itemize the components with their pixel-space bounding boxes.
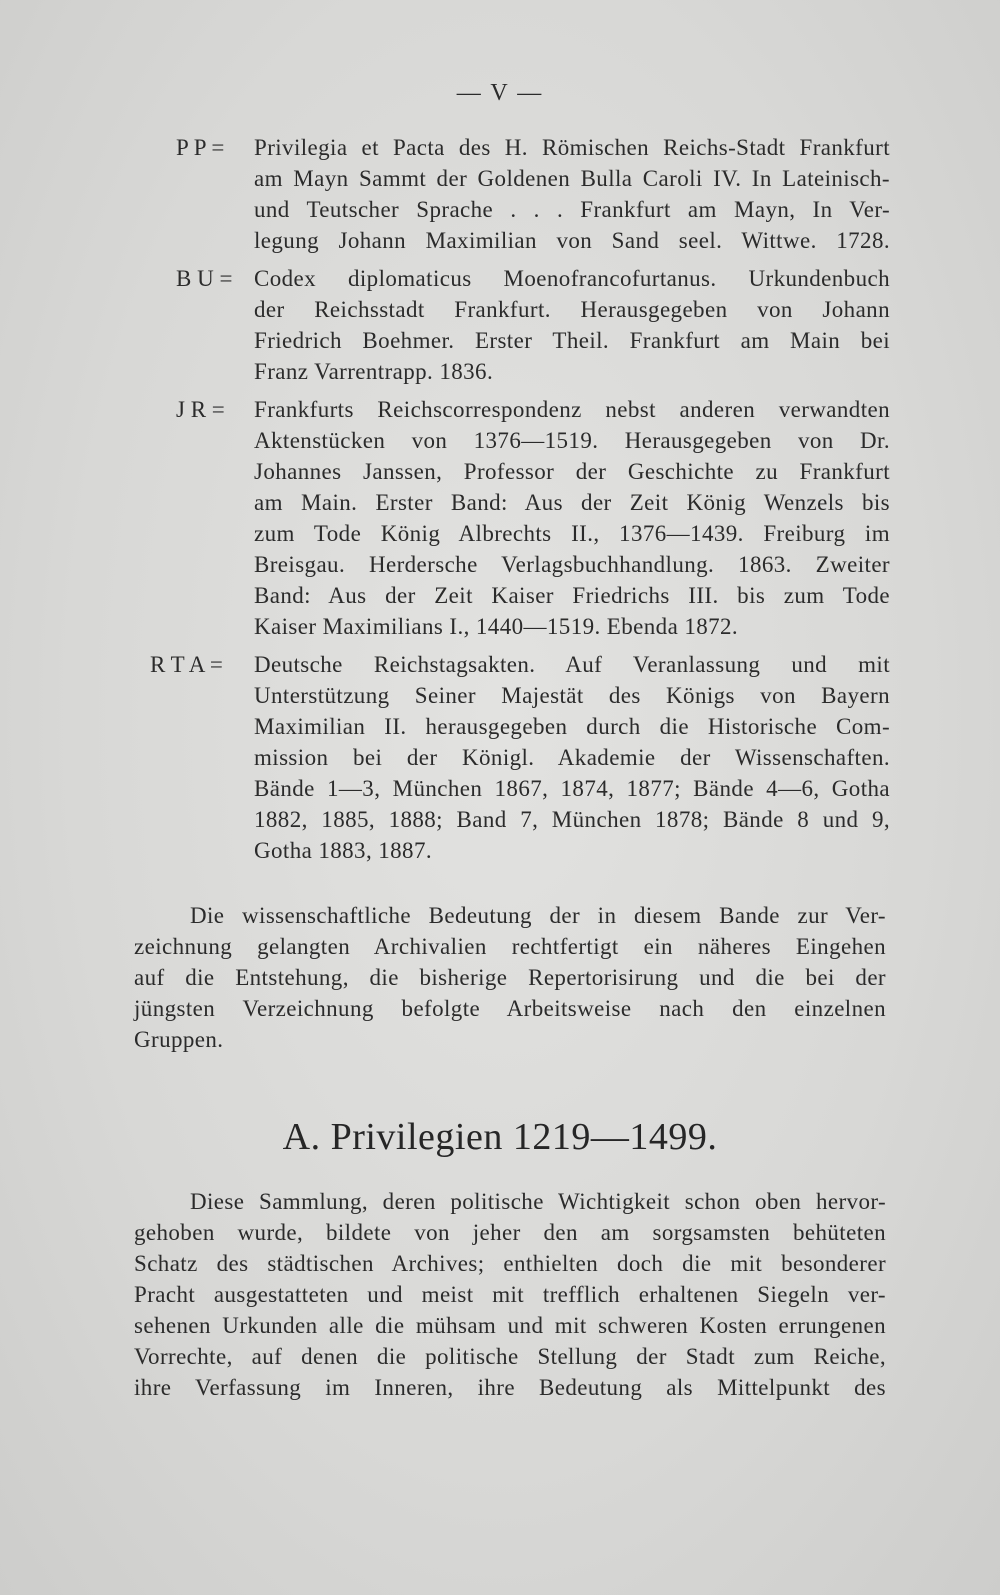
text-line: Breisgau. Herdersche Verlagsbuchhandlung. 1863. Zweiter xyxy=(254,552,890,577)
text-line: mission bei der Königl. Akademie der Wissenschaften. xyxy=(254,745,890,770)
section-heading: A. Privilegien 1219—1499. xyxy=(282,1116,718,1158)
abbreviation-entry-bu xyxy=(150,263,890,387)
text-line: und Teutscher Sprache . . . Frankfurt am Mayn, In Ver- xyxy=(254,197,890,222)
text-line: Friedrich Boehmer. Erster Theil. Frankfurt am Main bei xyxy=(254,328,890,353)
abbreviation-key: J R = xyxy=(176,397,225,422)
text-line: auf die Entstehung, die bisherige Repertorisirung und die bei der xyxy=(134,965,886,990)
text-line: Frankfurts Reichscorrespondenz nebst anderen verwandten xyxy=(254,397,890,422)
text-line: am Mayn Sammt der Goldenen Bulla Caroli IV. In Lateinisch- xyxy=(254,166,890,191)
abbreviation-description xyxy=(254,132,890,256)
text-line: Deutsche Reichstagsakten. Auf Veranlassung und mit xyxy=(254,652,890,677)
abbreviation-entry-pp xyxy=(150,132,890,256)
text-line: Privilegia et Pacta des H. Römischen Reichs-Stadt Frankfurt xyxy=(254,135,890,160)
text-line: Gotha 1883, 1887. xyxy=(254,838,433,863)
intro-paragraph xyxy=(134,900,886,1055)
text-line: Band: Aus der Zeit Kaiser Friedrichs III. bis zum Tode xyxy=(254,583,890,608)
abbreviation-list xyxy=(150,132,890,873)
text-line: sehenen Urkunden alle die mühsam und mit schweren Kosten errungenen xyxy=(134,1313,886,1338)
text-line: ihre Verfassung im Inneren, ihre Bedeutung als Mittelpunkt des xyxy=(134,1375,886,1400)
text-line: Pracht ausgestatteten und meist mit trefflich erhaltenen Siegeln ver- xyxy=(134,1282,886,1307)
text-line: Unterstützung Seiner Majestät des Königs von Bayern xyxy=(254,683,890,708)
text-line: legung Johann Maximilian von Sand seel. Wittwe. 1728. xyxy=(254,228,890,253)
text-line: Franz Varrentrapp. 1836. xyxy=(254,359,494,384)
abbreviation-description xyxy=(254,649,890,866)
text-line: Maximilian II. herausgegeben durch die Historische Com- xyxy=(254,714,890,739)
abbreviation-description xyxy=(254,263,890,387)
text-line: der Reichsstadt Frankfurt. Herausgegeben von Johann xyxy=(254,297,890,322)
text-line: Vorrechte, auf denen die politische Stellung der Stadt zum Reiche, xyxy=(134,1344,886,1369)
abbreviation-description xyxy=(254,394,890,642)
text-line: Gruppen. xyxy=(134,1027,224,1052)
text-line: Die wissenschaftliche Bedeutung der in diesem Bande zur Ver- xyxy=(190,903,886,928)
text-line: am Main. Erster Band: Aus der Zeit König Wenzels bis xyxy=(254,490,890,515)
text-line: Diese Sammlung, deren politische Wichtigkeit schon oben hervor- xyxy=(190,1189,886,1214)
text-line: 1882, 1885, 1888; Band 7, München 1878; Bände 8 und 9, xyxy=(254,807,890,832)
text-line: Kaiser Maximilians I., 1440—1519. Ebenda 1872. xyxy=(254,614,739,639)
abbreviation-key: P P = xyxy=(176,135,225,160)
abbreviation-entry-jr xyxy=(150,394,890,642)
abbreviation-key: B U = xyxy=(176,266,233,291)
text-line: zum Tode König Albrechts II., 1376—1439. Freiburg im xyxy=(254,521,890,546)
abbreviation-entry-rta xyxy=(150,649,890,866)
page-number: — V — xyxy=(456,80,544,106)
text-line: Bände 1—3, München 1867, 1874, 1877; Bände 4—6, Gotha xyxy=(254,776,890,801)
text-line: zeichnung gelangten Archivalien rechtfertigt ein näheres Eingehen xyxy=(134,934,886,959)
text-line: Codex diplomaticus Moenofrancofurtanus. Urkundenbuch xyxy=(254,266,890,291)
text-line: jüngsten Verzeichnung befolgte Arbeitsweise nach den einzelnen xyxy=(134,996,886,1021)
section-paragraph xyxy=(134,1186,886,1403)
abbreviation-key: R T A = xyxy=(150,652,223,677)
text-line: Aktenstücken von 1376—1519. Herausgegeben von Dr. xyxy=(254,428,890,453)
text-line: Schatz des städtischen Archives; enthielten doch die mit besonderer xyxy=(134,1251,886,1276)
text-line: gehoben wurde, bildete von jeher den am sorgsamsten behüteten xyxy=(134,1220,886,1245)
text-line: Johannes Janssen, Professor der Geschichte zu Frankfurt xyxy=(254,459,890,484)
